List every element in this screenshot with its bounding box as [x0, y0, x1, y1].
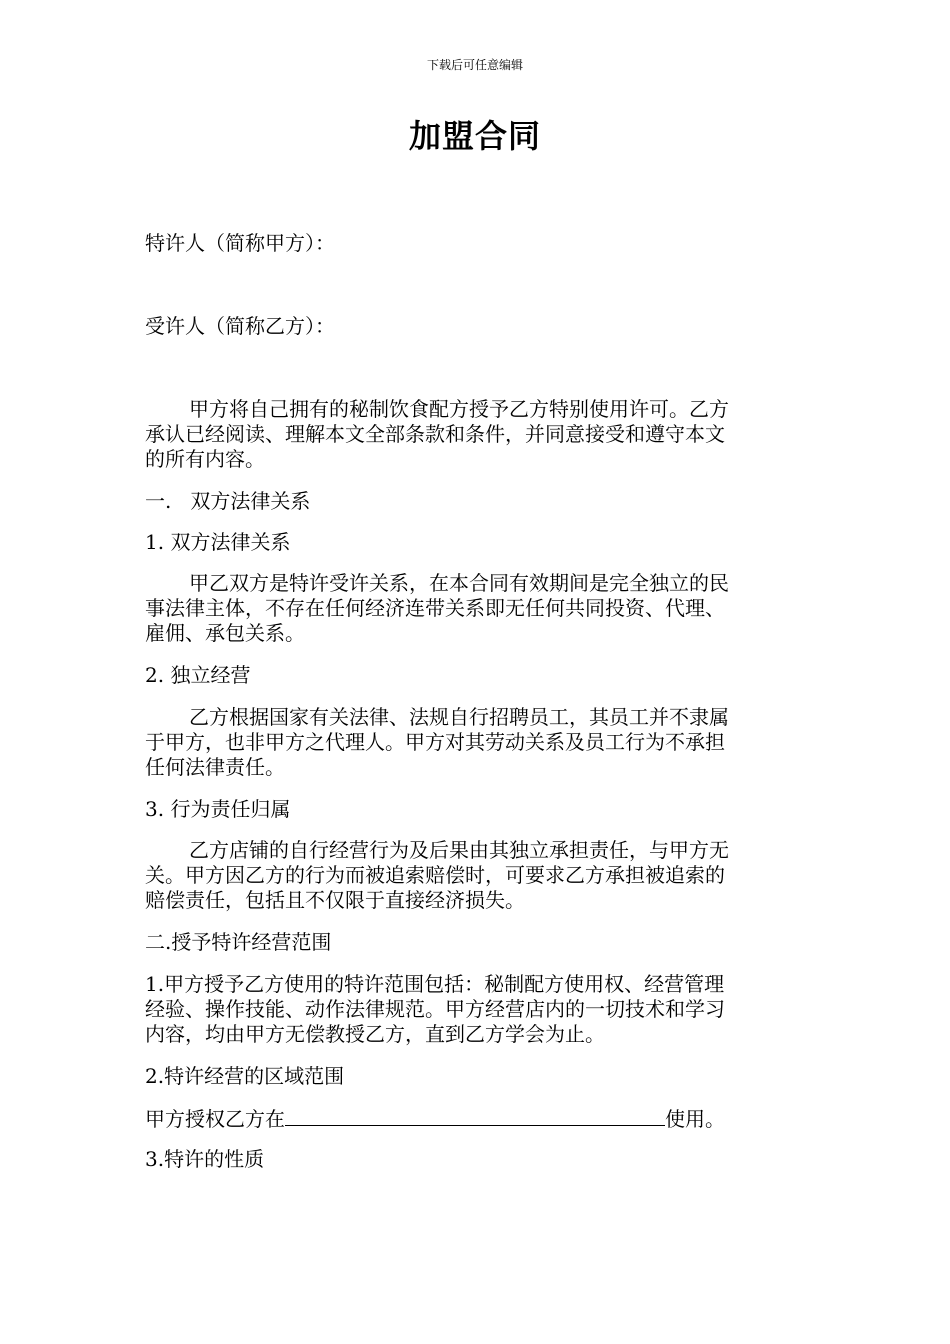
item-1-3-heading: 3. 行为责任归属	[145, 797, 291, 821]
item-2-1-body	[145, 972, 795, 1047]
paragraph-line: 关。甲方因乙方的行为而被追索赔偿时，可要求乙方承担被追索的	[145, 863, 725, 887]
item-1-3-body	[145, 838, 795, 913]
paragraph-line: 乙方根据国家有关法律、法规自行招聘员工，其员工并不隶属	[189, 705, 729, 729]
header-note: 下载后可任意编辑	[426, 58, 523, 72]
intro-line: 承认已经阅读、理解本文全部条款和条件，并同意接受和遵守本文	[145, 422, 725, 446]
region-blank	[285, 1105, 665, 1126]
item-1-1-heading: 1. 双方法律关系	[145, 530, 291, 554]
paragraph-line: 雇佣、承包关系。	[145, 621, 305, 645]
region-fill-line	[145, 1105, 795, 1132]
paragraph-line: 1.甲方授予乙方使用的特许范围包括：秘制配方使用权、经营管理	[145, 972, 725, 996]
item-1-2-heading: 2. 独立经营	[145, 663, 251, 687]
party-a-label: 特许人（简称甲方）：	[145, 231, 335, 255]
paragraph-line: 经验、操作技能、动作法律规范。甲方经营店内的一切技术和学习	[145, 997, 725, 1021]
section-1-heading: 一. 双方法律关系	[145, 489, 311, 513]
paragraph-line: 事法律主体，不存在任何经济连带关系即无任何共同投资、代理、	[145, 596, 725, 620]
region-suffix: 使用。	[665, 1107, 725, 1131]
intro-line: 的所有内容。	[145, 447, 265, 471]
paragraph-line: 任何法律责任。	[145, 755, 285, 779]
paragraph-line: 于甲方，也非甲方之代理人。甲方对其劳动关系及员工行为不承担	[145, 730, 725, 754]
document-title: 加盟合同	[408, 117, 541, 155]
region-prefix: 甲方授权乙方在	[145, 1107, 285, 1131]
item-2-2-heading: 2.特许经营的区域范围	[145, 1064, 345, 1088]
paragraph-line: 乙方店铺的自行经营行为及后果由其独立承担责任，与甲方无	[189, 838, 729, 862]
paragraph-line: 赔偿责任，包括且不仅限于直接经济损失。	[145, 888, 525, 912]
item-1-1-body	[145, 571, 795, 646]
intro-paragraph	[145, 397, 795, 472]
paragraph-line: 甲乙双方是特许受许关系，在本合同有效期间是完全独立的民	[189, 571, 729, 595]
section-2-heading: 二.授予特许经营范围	[145, 930, 332, 954]
party-b-label: 受许人（简称乙方）：	[145, 314, 335, 338]
item-2-3-heading: 3.特许的性质	[145, 1147, 265, 1171]
item-1-2-body	[145, 705, 795, 780]
intro-line: 甲方将自己拥有的秘制饮食配方授予乙方特别使用许可。乙方	[189, 397, 729, 421]
paragraph-line: 内容，均由甲方无偿教授乙方，直到乙方学会为止。	[145, 1022, 605, 1046]
